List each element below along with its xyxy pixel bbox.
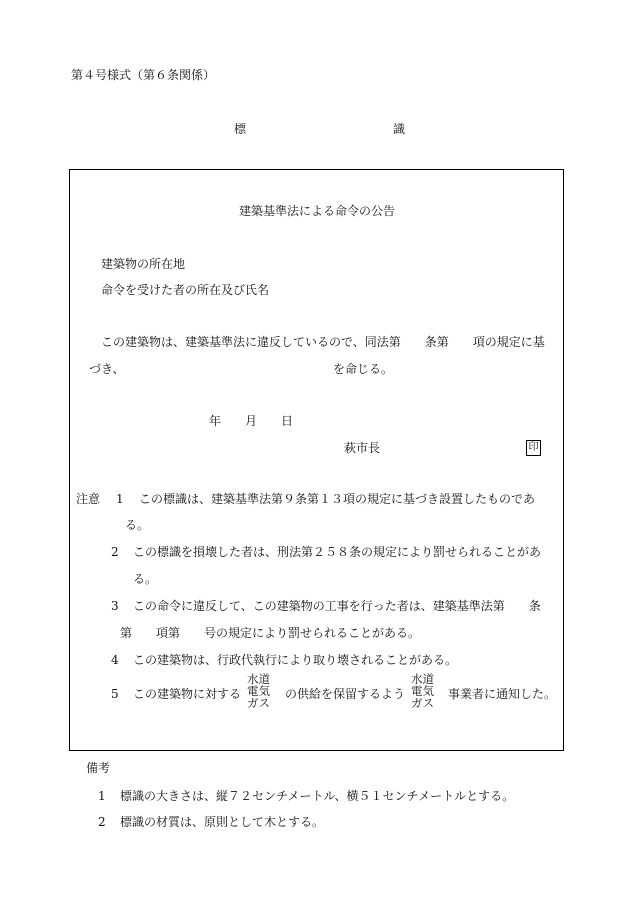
title-char-right: 識	[393, 122, 406, 136]
body-line-2: づき、	[89, 362, 125, 376]
utility-gas: ガス	[411, 696, 434, 710]
utility-water: 水道	[411, 672, 434, 686]
caution-3-line2: 第 項第 号の規定により罰せられることがある。	[120, 626, 421, 640]
title-char-left: 標	[234, 122, 247, 136]
notice-title: 建築基準法による命令の公告	[239, 204, 396, 218]
caution-4-num: 4	[111, 653, 119, 667]
issuer: 萩市長	[344, 441, 381, 455]
body-line-1: この建築物は、建築基準法に違反しているので、同法第 条第 項の規定に基	[101, 335, 545, 349]
caution-3-line1: この命令に違反して、この建築物の工事を行った者は、建築基準法第 条	[133, 599, 541, 613]
utility-stack-1	[247, 673, 287, 709]
caution-2-num: 2	[111, 545, 119, 559]
caution-5-part1: この建築物に対する	[133, 687, 242, 701]
remark-1-text: 標識の大きさは、縦７２センチメートル、横５１センチメートルとする。	[120, 789, 515, 803]
remark-2-num: 2	[98, 815, 106, 829]
utility-gas: ガス	[247, 696, 270, 710]
recipient-label: 命令を受けた者の所在及び氏名	[101, 283, 270, 297]
utility-water: 水道	[247, 672, 270, 686]
caution-3-num: 3	[111, 599, 119, 613]
date-label: 年 月 日	[209, 414, 294, 428]
caution-2-line2: る。	[133, 572, 158, 586]
remarks-label: 備考	[86, 761, 111, 775]
caution-5-part3: 事業者に通知した。	[448, 687, 557, 701]
remark-2-text: 標識の材質は、原則として木とする。	[120, 815, 325, 829]
caution-2-line1: この標識を損壊した者は、刑法第２５８条の規定により罰せられることがあ	[133, 545, 542, 559]
body-line-2-end: を命じる。	[333, 362, 394, 376]
caution-1-line2: る。	[125, 518, 150, 532]
seal-stamp: 印	[526, 440, 541, 456]
caution-label: 注意	[76, 492, 101, 506]
caution-4-line1: この建築物は、行政代執行により取り壊されることがある。	[133, 653, 458, 667]
form-number: 第４号様式（第６条関係）	[71, 68, 216, 82]
caution-1-num: 1	[116, 492, 124, 506]
caution-1-line1: この標識は、建築基準法第９条第１３項の規定に基づき設置したものであ	[139, 492, 536, 506]
caution-5-num: 5	[111, 687, 119, 701]
location-label: 建築物の所在地	[101, 257, 186, 271]
caution-5-part2: の供給を保留するよう	[285, 687, 406, 701]
utility-electricity: 電気	[247, 684, 270, 698]
utility-electricity: 電気	[411, 684, 434, 698]
utility-stack-2	[411, 673, 451, 709]
remark-1-num: 1	[98, 789, 106, 803]
